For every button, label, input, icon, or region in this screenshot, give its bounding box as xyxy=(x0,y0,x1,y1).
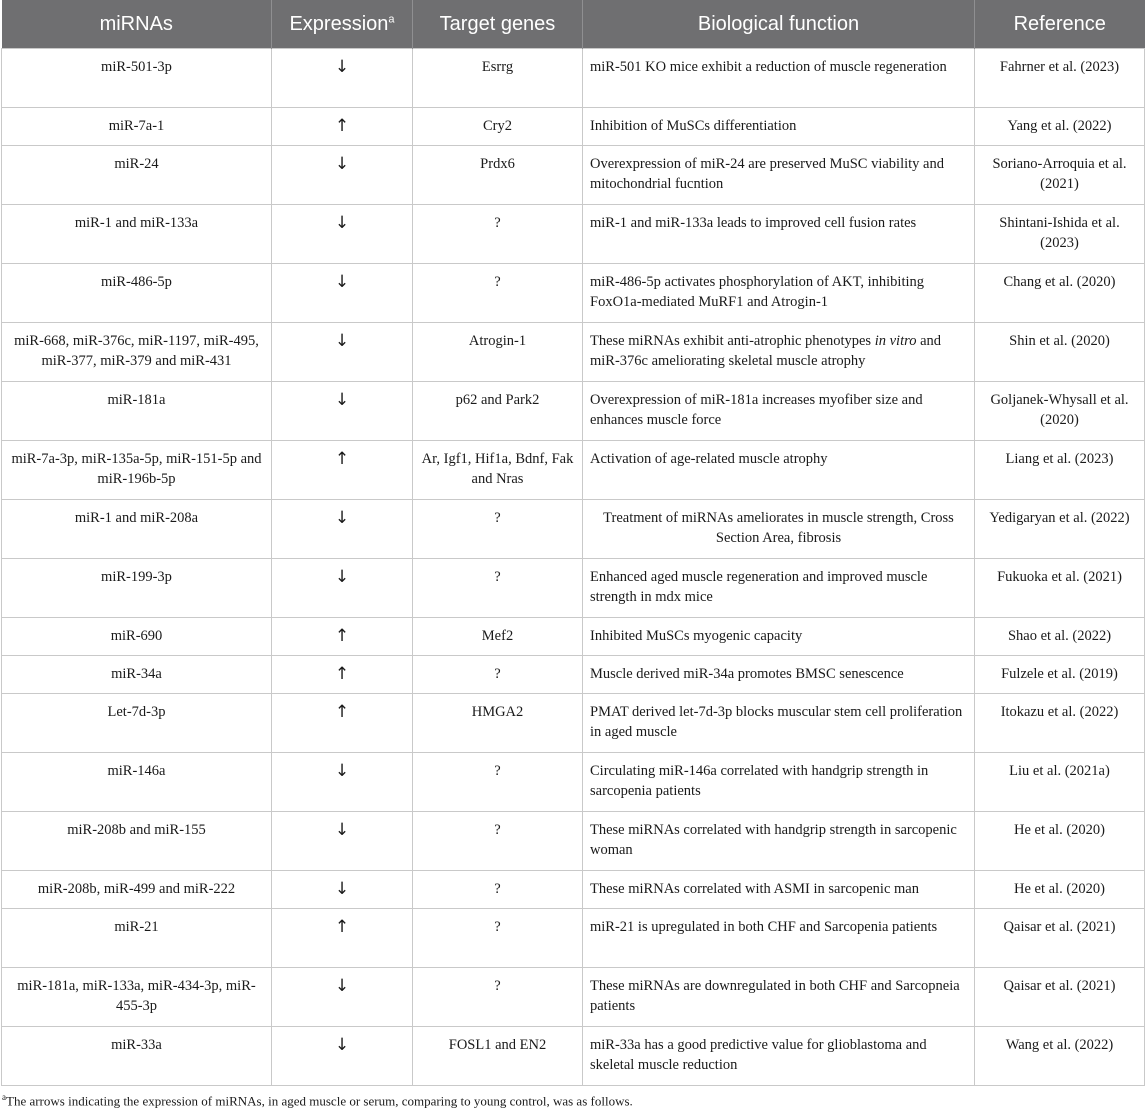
function-cell: miR-33a has a good predictive value for glioblastoma and skeletal muscle reduction xyxy=(583,1027,975,1086)
expression-arrow-down-icon: ↓ xyxy=(272,500,413,559)
table-row xyxy=(2,909,1145,968)
function-cell: miR-21 is upregulated in both CHF and Sarcopenia patients xyxy=(583,909,975,968)
reference-cell: Shintani-Ishida et al. (2023) xyxy=(975,205,1145,264)
expression-arrow-down-icon: ↓ xyxy=(272,871,413,909)
target-cell: HMGA2 xyxy=(413,694,583,753)
reference-cell: Liu et al. (2021a) xyxy=(975,753,1145,812)
mirna-cell: miR-690 xyxy=(2,618,272,656)
reference-cell: Qaisar et al. (2021) xyxy=(975,968,1145,1027)
expression-arrow-up-icon: ↑ xyxy=(272,108,413,146)
reference-cell: Shin et al. (2020) xyxy=(975,323,1145,382)
function-cell: Inhibited MuSCs myogenic capacity xyxy=(583,618,975,656)
function-cell: Activation of age-related muscle atrophy xyxy=(583,441,975,500)
reference-cell: Soriano-Arroquia et al. (2021) xyxy=(975,146,1145,205)
header-biological-function: Biological function xyxy=(583,0,975,49)
reference-cell: Yang et al. (2022) xyxy=(975,108,1145,146)
target-cell: Ar, Igf1, Hif1a, Bdnf, Fak and Nras xyxy=(413,441,583,500)
table-row xyxy=(2,968,1145,1027)
target-cell: Mef2 xyxy=(413,618,583,656)
mirna-cell: Let-7d-3p xyxy=(2,694,272,753)
header-mirnas: miRNAs xyxy=(2,0,272,49)
target-cell: Prdx6 xyxy=(413,146,583,205)
mirna-cell: miR-7a-3p, miR-135a-5p, miR-151-5p and miR-196b-5p xyxy=(2,441,272,500)
expression-arrow-down-icon: ↓ xyxy=(272,812,413,871)
reference-cell: Fukuoka et al. (2021) xyxy=(975,559,1145,618)
target-cell: ? xyxy=(413,264,583,323)
target-cell: ? xyxy=(413,909,583,968)
function-cell: Enhanced aged muscle regeneration and improved muscle strength in mdx mice xyxy=(583,559,975,618)
table-row xyxy=(2,618,1145,656)
mirna-cell: miR-34a xyxy=(2,656,272,694)
expression-arrow-up-icon: ↑ xyxy=(272,618,413,656)
function-cell: miR-1 and miR-133a leads to improved cell fusion rates xyxy=(583,205,975,264)
reference-cell: Itokazu et al. (2022) xyxy=(975,694,1145,753)
table-row xyxy=(2,812,1145,871)
function-cell: Muscle derived miR-34a promotes BMSC senescence xyxy=(583,656,975,694)
expression-arrow-up-icon: ↑ xyxy=(272,656,413,694)
expression-arrow-down-icon: ↓ xyxy=(272,323,413,382)
expression-arrow-down-icon: ↓ xyxy=(272,1027,413,1086)
header-expression: Expression$^a$ xyxy=(272,0,413,49)
target-cell: ? xyxy=(413,871,583,909)
expression-arrow-down-icon: ↓ xyxy=(272,146,413,205)
reference-cell: He et al. (2020) xyxy=(975,812,1145,871)
function-cell: miR-486-5p activates phosphorylation of AKT, inhibiting FoxO1a-mediated MuRF1 and Atrogin-1 xyxy=(583,264,975,323)
mirna-cell: miR-501-3p xyxy=(2,49,272,108)
table-row xyxy=(2,753,1145,812)
expression-arrow-down-icon: ↓ xyxy=(272,753,413,812)
expression-arrow-up-icon: ↑ xyxy=(272,694,413,753)
header-reference: Reference xyxy=(975,0,1145,49)
target-cell: ? xyxy=(413,753,583,812)
mirna-cell: miR-21 xyxy=(2,909,272,968)
reference-cell: Yedigaryan et al. (2022) xyxy=(975,500,1145,559)
function-cell: Overexpression of miR-24 are preserved MuSC viability and mitochondrial fucntion xyxy=(583,146,975,205)
target-cell: Esrrg xyxy=(413,49,583,108)
target-cell: ? xyxy=(413,559,583,618)
target-cell: ? xyxy=(413,500,583,559)
function-cell: These miRNAs exhibit anti-atrophic phenotypes in vitro and miR-376c ameliorating skeletal muscle atrophy xyxy=(583,323,975,382)
table-row xyxy=(2,108,1145,146)
table-row xyxy=(2,264,1145,323)
target-cell: ? xyxy=(413,968,583,1027)
expression-arrow-down-icon: ↓ xyxy=(272,968,413,1027)
mirna-cell: miR-181a, miR-133a, miR-434-3p, miR-455-3p xyxy=(2,968,272,1027)
header-target-genes: Target genes xyxy=(413,0,583,49)
expression-arrow-down-icon: ↓ xyxy=(272,49,413,108)
reference-cell: Shao et al. (2022) xyxy=(975,618,1145,656)
mirna-cell: miR-24 xyxy=(2,146,272,205)
function-cell: Treatment of miRNAs ameliorates in muscle strength, Cross Section Area, fibrosis xyxy=(583,500,975,559)
expression-arrow-up-icon: ↑ xyxy=(272,909,413,968)
table-row xyxy=(2,656,1145,694)
reference-cell: Goljanek-Whysall et al. (2020) xyxy=(975,382,1145,441)
table-row xyxy=(2,205,1145,264)
table-footnote: $^a$The arrows indicating the expression of miRNAs, in aged muscle or serum, comparing to young control, was as follows. xyxy=(2,1092,633,1109)
reference-cell: Qaisar et al. (2021) xyxy=(975,909,1145,968)
table-row xyxy=(2,871,1145,909)
mirna-cell: miR-208b, miR-499 and miR-222 xyxy=(2,871,272,909)
reference-cell: Fulzele et al. (2019) xyxy=(975,656,1145,694)
reference-cell: Chang et al. (2020) xyxy=(975,264,1145,323)
expression-arrow-down-icon: ↓ xyxy=(272,559,413,618)
target-cell: ? xyxy=(413,656,583,694)
mirna-cell: miR-199-3p xyxy=(2,559,272,618)
table-row xyxy=(2,441,1145,500)
target-cell: ? xyxy=(413,205,583,264)
mirna-cell: miR-7a-1 xyxy=(2,108,272,146)
function-cell: These miRNAs are downregulated in both CHF and Sarcopneia patients xyxy=(583,968,975,1027)
function-cell: PMAT derived let-7d-3p blocks muscular stem cell proliferation in aged muscle xyxy=(583,694,975,753)
table-header-row xyxy=(2,0,1145,49)
target-cell: p62 and Park2 xyxy=(413,382,583,441)
target-cell: FOSL1 and EN2 xyxy=(413,1027,583,1086)
function-cell: Inhibition of MuSCs differentiation xyxy=(583,108,975,146)
function-cell: Overexpression of miR-181a increases myofiber size and enhances muscle force xyxy=(583,382,975,441)
table-row xyxy=(2,559,1145,618)
mirna-cell: miR-181a xyxy=(2,382,272,441)
function-cell: Circulating miR-146a correlated with handgrip strength in sarcopenia patients xyxy=(583,753,975,812)
expression-arrow-down-icon: ↓ xyxy=(272,205,413,264)
table-row xyxy=(2,1027,1145,1086)
expression-arrow-up-icon: ↑ xyxy=(272,441,413,500)
function-cell: These miRNAs correlated with handgrip strength in sarcopenic woman xyxy=(583,812,975,871)
reference-cell: Wang et al. (2022) xyxy=(975,1027,1145,1086)
mirna-cell: miR-146a xyxy=(2,753,272,812)
expression-arrow-down-icon: ↓ xyxy=(272,382,413,441)
reference-cell: Fahrner et al. (2023) xyxy=(975,49,1145,108)
mirna-cell: miR-668, miR-376c, miR-1197, miR-495, miR-377, miR-379 and miR-431 xyxy=(2,323,272,382)
expression-arrow-down-icon: ↓ xyxy=(272,264,413,323)
reference-cell: Liang et al. (2023) xyxy=(975,441,1145,500)
table-row xyxy=(2,49,1145,108)
table-row xyxy=(2,146,1145,205)
function-cell: These miRNAs correlated with ASMI in sarcopenic man xyxy=(583,871,975,909)
table-row xyxy=(2,500,1145,559)
table-row xyxy=(2,323,1145,382)
mirna-cell: miR-1 and miR-208a xyxy=(2,500,272,559)
target-cell: Cry2 xyxy=(413,108,583,146)
mirna-cell: miR-208b and miR-155 xyxy=(2,812,272,871)
mirna-cell: miR-1 and miR-133a xyxy=(2,205,272,264)
mirna-cell: miR-33a xyxy=(2,1027,272,1086)
target-cell: ? xyxy=(413,812,583,871)
function-cell: miR-501 KO mice exhibit a reduction of muscle regeneration xyxy=(583,49,975,108)
target-cell: Atrogin-1 xyxy=(413,323,583,382)
mirna-cell: miR-486-5p xyxy=(2,264,272,323)
table-row xyxy=(2,382,1145,441)
reference-cell: He et al. (2020) xyxy=(975,871,1145,909)
mirna-table xyxy=(1,0,1145,1086)
table-row xyxy=(2,694,1145,753)
